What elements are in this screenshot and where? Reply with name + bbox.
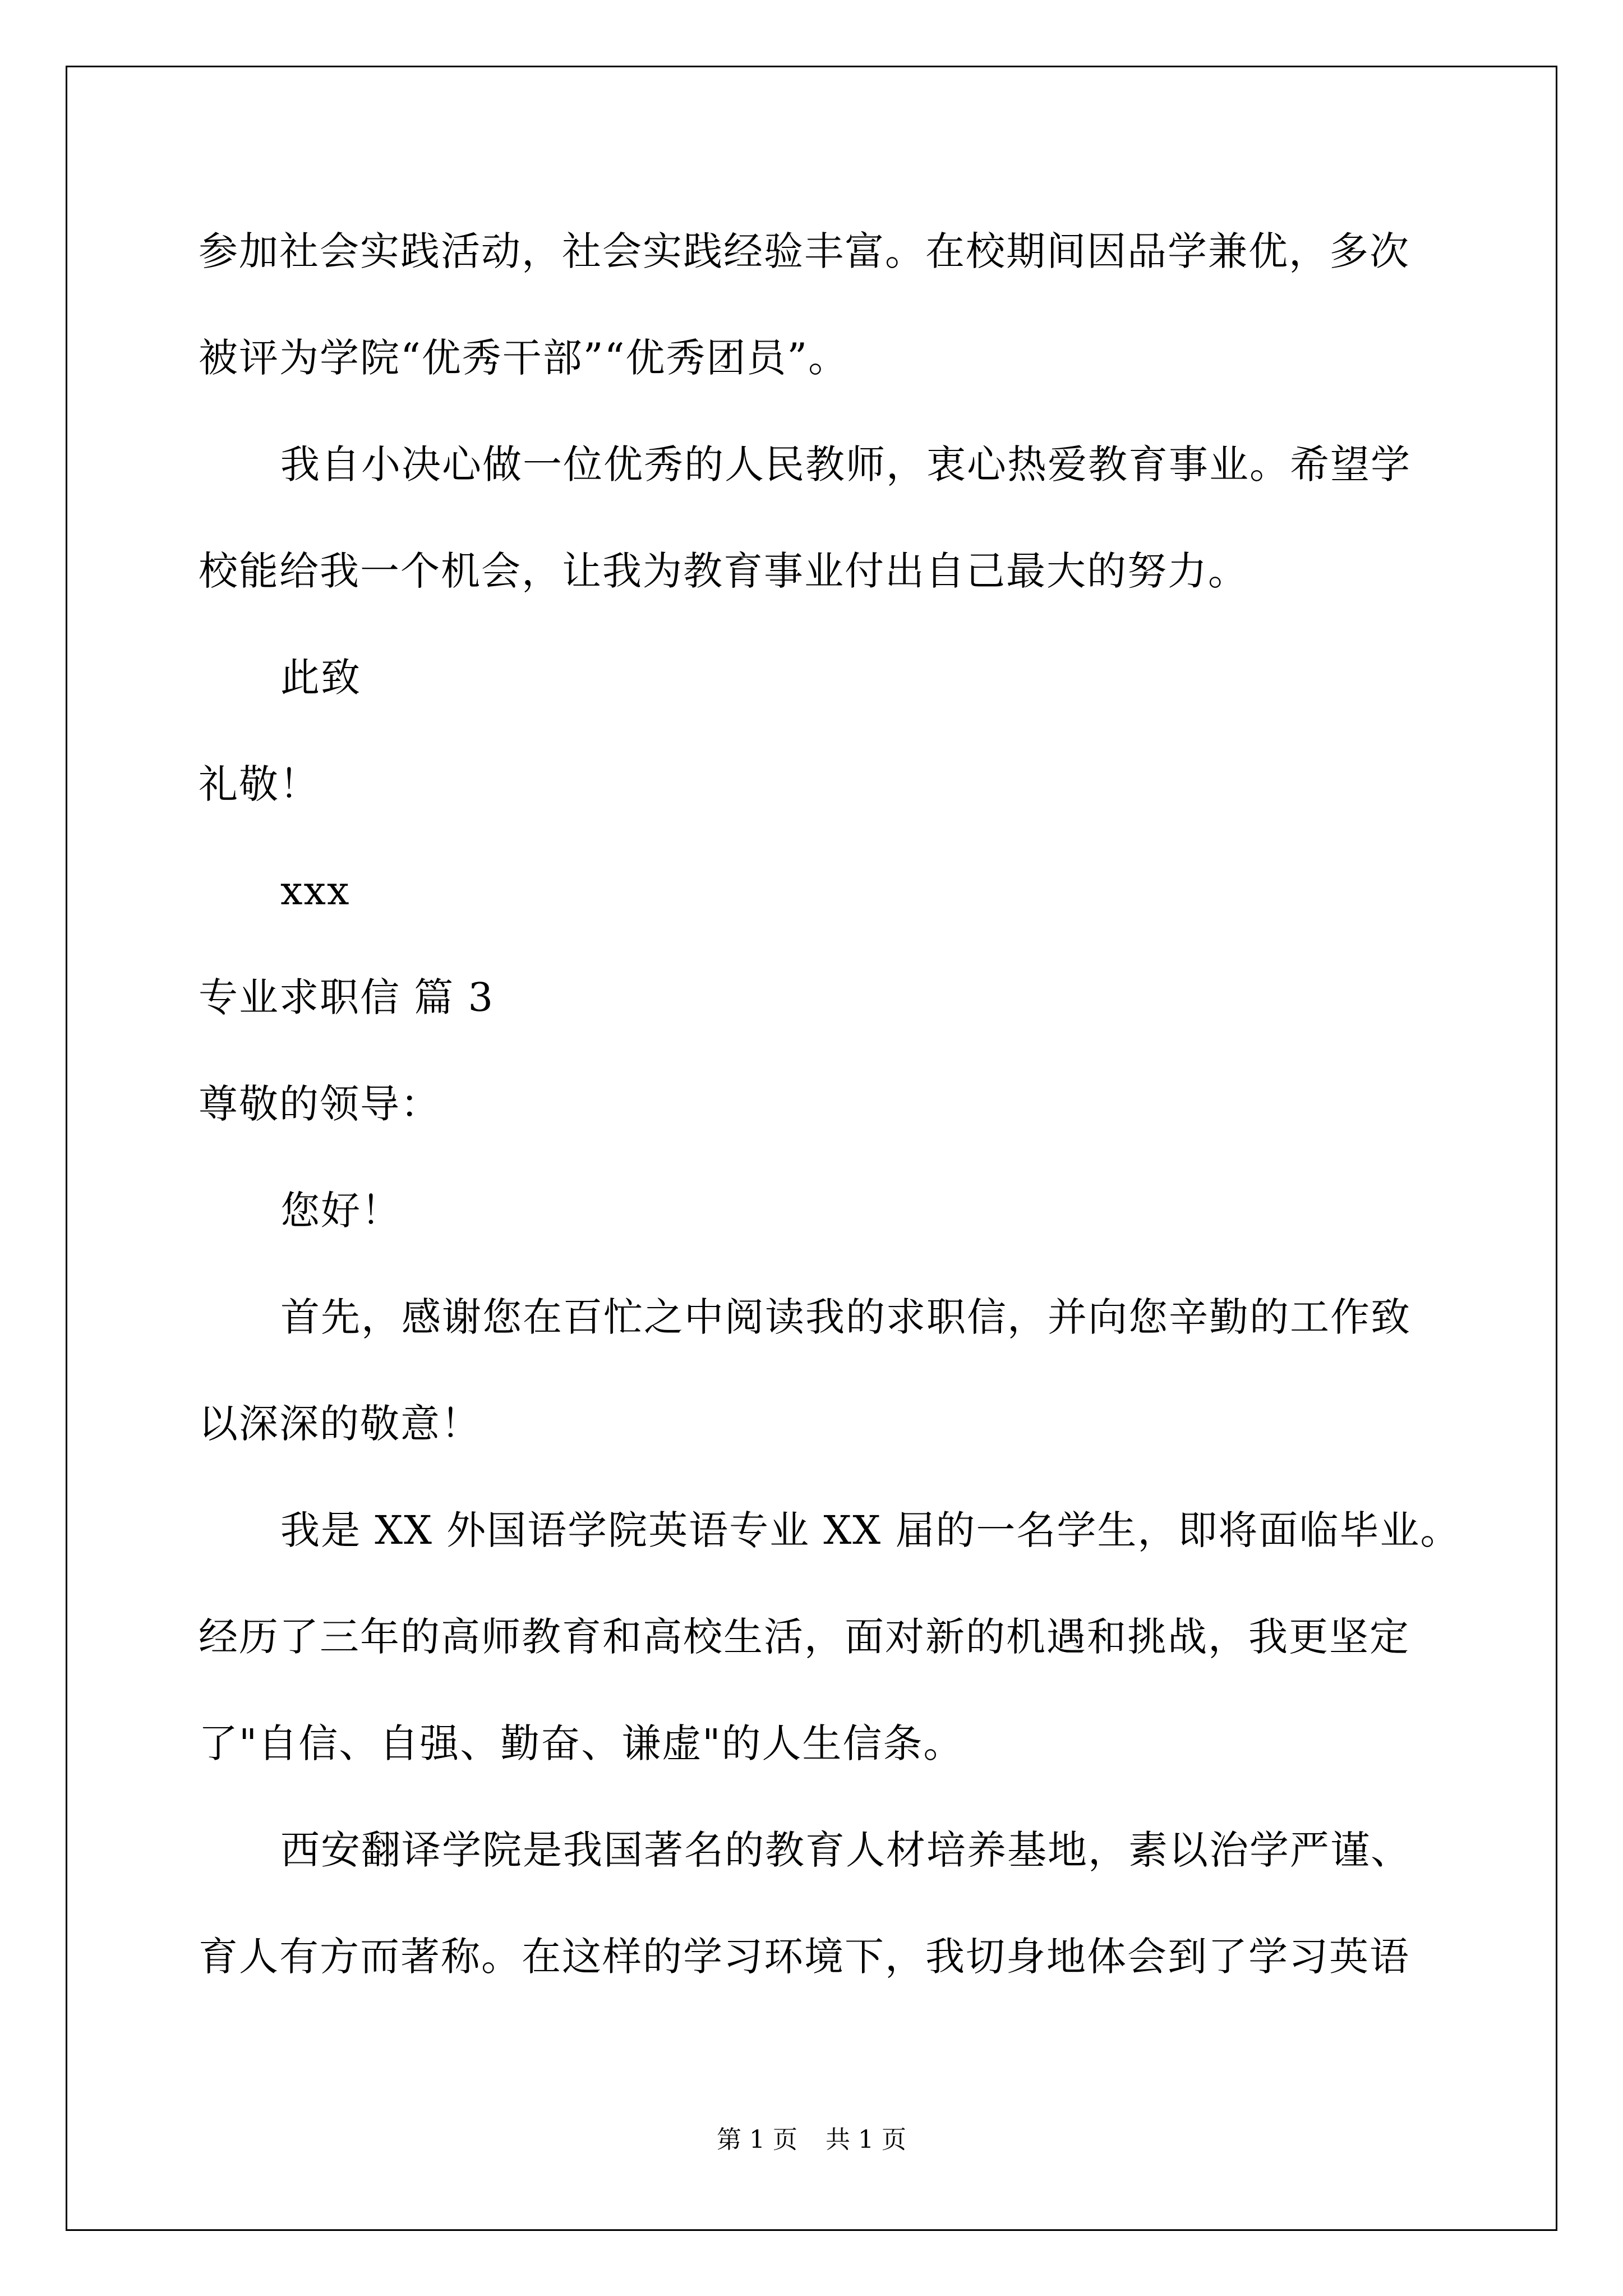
body-line: 我是 XX 外国语学院英语专业 XX 届的一名学生，即将面临毕业。	[280, 1507, 1461, 1553]
body-line: 校能给我一个机会，让我为教育事业付出自己最大的努力。	[199, 548, 1248, 594]
page-border	[66, 66, 1557, 2231]
body-line: 以深深的敬意！	[199, 1401, 481, 1447]
body-line: 首先，感谢您在百忙之中阅读我的求职信，并向您辛勤的工作致	[280, 1294, 1411, 1340]
section-heading: 专业求职信 篇 3	[199, 974, 495, 1020]
greeting: 尊敬的领导：	[199, 1081, 441, 1127]
body-line: 我自小决心做一位优秀的人民教师，衷心热爱教育事业。希望学	[280, 441, 1411, 487]
body-line: 西安翻译学院是我国著名的教育人材培养基地，素以治学严谨、	[280, 1827, 1411, 1873]
body-line: 了"自信、自强、勤奋、谦虚"的人生信条。	[199, 1720, 964, 1766]
signature: xxx	[280, 868, 351, 914]
body-line: 育人有方而著称。在这样的学习环境下，我切身地体会到了学习英语	[199, 1934, 1410, 1980]
body-line: 经历了三年的高师教育和高校生活，面对新的机遇和挑战，我更坚定	[199, 1614, 1410, 1660]
closing-regards: 礼敬！	[199, 761, 320, 807]
body-line: 参加社会实践活动，社会实践经验丰富。在校期间因品学兼优，多次	[199, 228, 1410, 274]
page-total: 共 1 页	[826, 2125, 906, 2154]
page-number: 第 1 页	[717, 2125, 797, 2154]
body-line: 被评为学院“优秀干部”“优秀团员”。	[199, 335, 849, 381]
closing-salutation: 此致	[280, 655, 361, 701]
page-footer	[0, 2123, 1623, 2157]
greeting-hello: 您好！	[280, 1188, 402, 1234]
